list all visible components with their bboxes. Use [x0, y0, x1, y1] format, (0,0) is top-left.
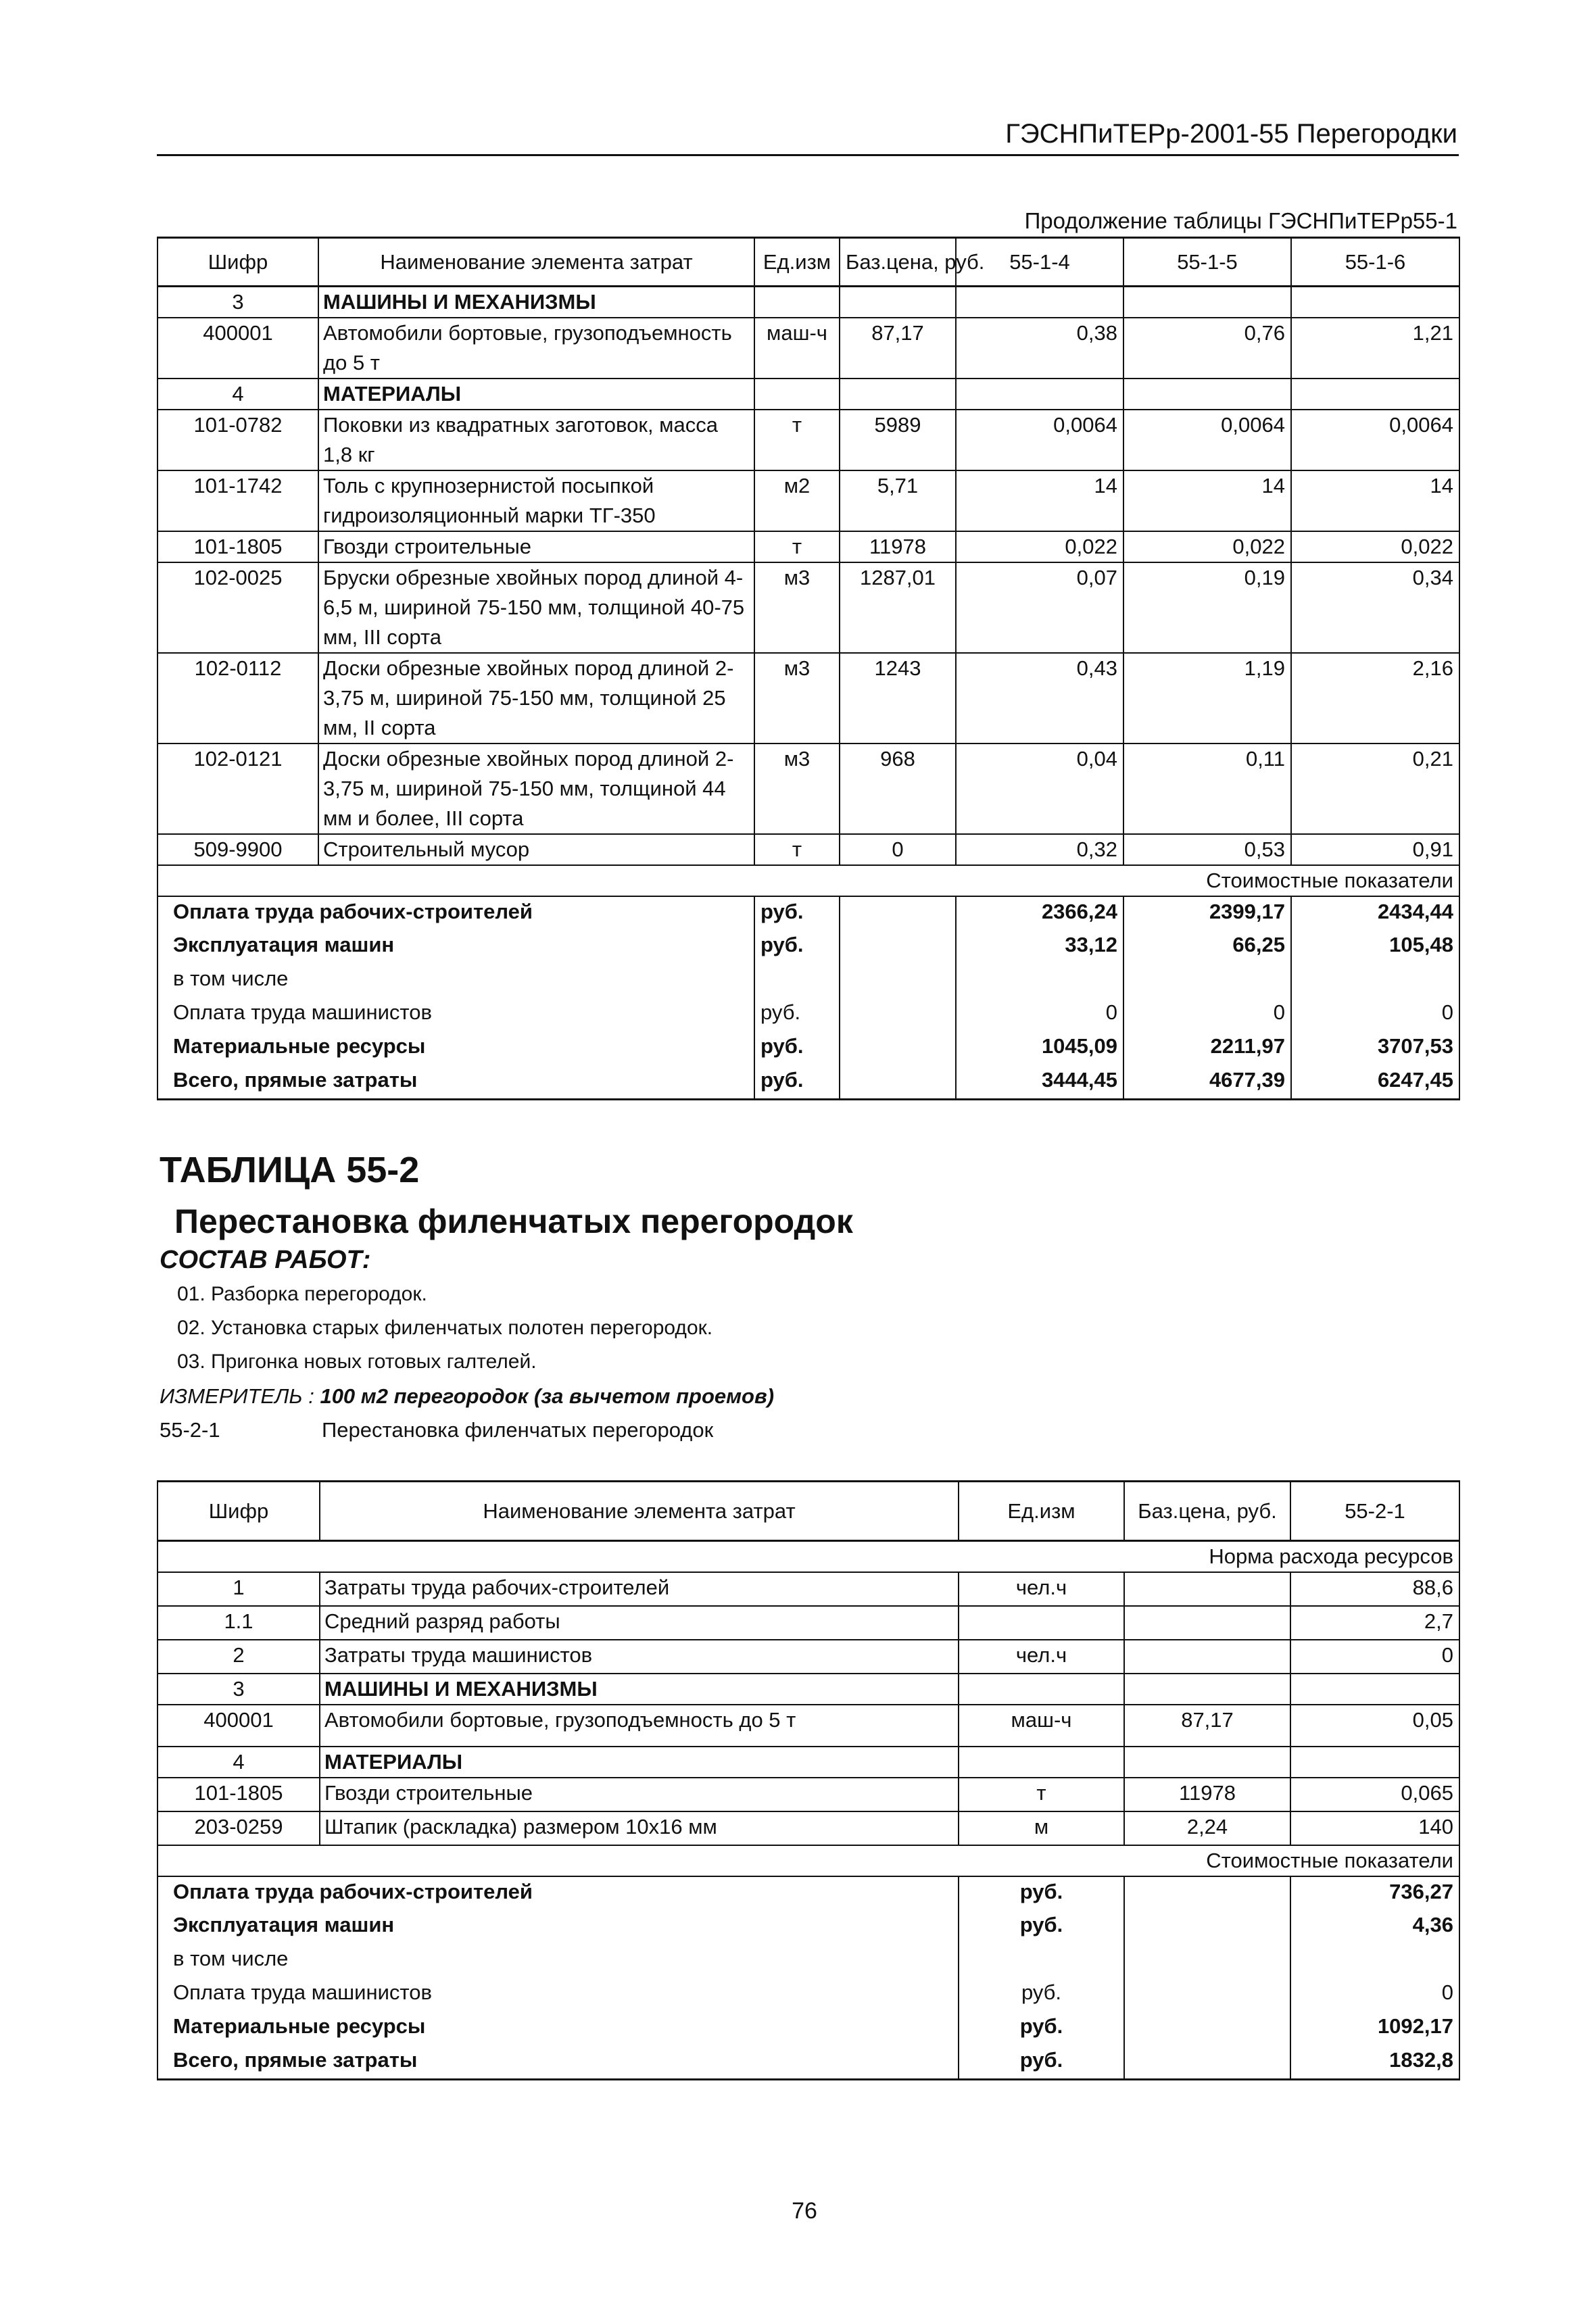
row-unit: чел.ч [959, 1640, 1124, 1674]
row-code: 3 [158, 287, 318, 318]
cost-row [158, 2045, 1459, 2079]
cost-price-empty [840, 1031, 956, 1065]
row-name: Гвозди строительные [320, 1778, 959, 1811]
row-name: МАШИНЫ И МЕХАНИЗМЫ [320, 1674, 959, 1705]
column-header: Наименование элемента затрат [320, 1482, 959, 1541]
row-value: 0,53 [1123, 834, 1291, 865]
row-unit: м [959, 1811, 1124, 1845]
row-name: Толь с крупнозернистой посыпкой гидроизоляционный марки ТГ-350 [318, 470, 754, 531]
row-code: 101-0782 [158, 410, 318, 470]
cost-value: 2399,17 [1123, 896, 1291, 930]
row-unit: м3 [754, 562, 840, 653]
row-value [1123, 379, 1291, 410]
table-row [158, 410, 1459, 470]
cost-value: 1045,09 [956, 1031, 1123, 1065]
row-name: Автомобили бортовые, грузоподъемность до 5 т [320, 1705, 959, 1747]
row-price [840, 379, 956, 410]
cost-unit: руб. [754, 1065, 840, 1099]
row-unit [959, 1747, 1124, 1778]
row-code: 1 [158, 1572, 320, 1606]
section-title: Перестановка филенчатых перегородок [174, 1202, 853, 1240]
cost-row [158, 1031, 1459, 1065]
row-unit [754, 379, 840, 410]
item-name: Перестановка филенчатых перегородок [322, 1418, 714, 1442]
table-row [158, 379, 1459, 410]
cost-price-empty [1124, 1876, 1290, 1910]
work-item: 01. Разборка перегородок. [177, 1283, 427, 1305]
cost-header: Стоимостные показатели [158, 865, 1459, 896]
row-name: Бруски обрезные хвойных пород длиной 4-6,5 м, шириной 75-150 мм, толщиной 40-75 мм, III сорта [318, 562, 754, 653]
cost-value: 0 [1290, 1978, 1459, 2012]
cost-unit: руб. [754, 930, 840, 964]
row-value [1123, 287, 1291, 318]
row-unit: т [754, 410, 840, 470]
row-price: 11978 [1124, 1778, 1290, 1811]
cost-header: Стоимостные показатели [158, 1845, 1459, 1876]
cost-row [158, 1978, 1459, 2012]
row-price [1124, 1747, 1290, 1778]
row-value: 0,21 [1291, 744, 1459, 834]
table-row [158, 1572, 1459, 1606]
work-item: 02. Установка старых филенчатых полотен перегородок. [177, 1317, 713, 1339]
row-price [1124, 1674, 1290, 1705]
row-code: 4 [158, 379, 318, 410]
cost-value: 1832,8 [1290, 2045, 1459, 2079]
cost-value: 736,27 [1290, 1876, 1459, 1910]
row-price [1124, 1640, 1290, 1674]
row-value: 0,91 [1291, 834, 1459, 865]
row-unit: маш-ч [754, 318, 840, 379]
cost-value: 66,25 [1123, 930, 1291, 964]
cost-label: Всего, прямые затраты [158, 1065, 754, 1099]
row-code: 101-1805 [158, 531, 318, 562]
row-value [1291, 379, 1459, 410]
row-name: Штапик (раскладка) размером 10х16 мм [320, 1811, 959, 1845]
row-unit [754, 287, 840, 318]
row-value: 0,07 [956, 562, 1123, 653]
row-value: 0,04 [956, 744, 1123, 834]
item-code: 55-2-1 [160, 1418, 220, 1442]
row-code: 1.1 [158, 1606, 320, 1640]
row-unit: чел.ч [959, 1572, 1124, 1606]
row-code: 4 [158, 1747, 320, 1778]
row-value: 88,6 [1290, 1572, 1459, 1606]
norm-header: Норма расхода ресурсов [158, 1541, 1459, 1573]
cost-value: 0 [1291, 998, 1459, 1031]
row-value: 0,022 [956, 531, 1123, 562]
cost-label: в том числе [158, 964, 754, 998]
works-heading: СОСТАВ РАБОТ: [160, 1246, 371, 1274]
row-code: 101-1805 [158, 1778, 320, 1811]
row-value [1291, 287, 1459, 318]
table-row [158, 1640, 1459, 1674]
row-value [956, 379, 1123, 410]
row-name: МАТЕРИАЛЫ [318, 379, 754, 410]
cost-label: Оплата труда рабочих-строителей [158, 1876, 959, 1910]
table-number-title: ТАБЛИЦА 55-2 [160, 1150, 420, 1190]
table-row [158, 1778, 1459, 1811]
cost-label: в том числе [158, 1944, 959, 1978]
row-unit: м3 [754, 653, 840, 744]
cost-label: Эксплуатация машин [158, 930, 754, 964]
row-value: 0,76 [1123, 318, 1291, 379]
cost-value: 3444,45 [956, 1065, 1123, 1099]
table-row [158, 1606, 1459, 1640]
cost-row [158, 1876, 1459, 1910]
document-header-title: ГЭСНПиТЕРр-2001-55 Перегородки [1005, 119, 1457, 149]
cost-value [1123, 964, 1291, 998]
row-value: 2,7 [1290, 1606, 1459, 1640]
column-header: 55-1-5 [1123, 238, 1291, 287]
row-value: 14 [1291, 470, 1459, 531]
cost-value: 4677,39 [1123, 1065, 1291, 1099]
row-value: 1,21 [1291, 318, 1459, 379]
row-price [840, 287, 956, 318]
row-name: Доски обрезные хвойных пород длиной 2-3,75 м, шириной 75-150 мм, толщиной 25 мм, II сорта [318, 653, 754, 744]
row-price: 5,71 [840, 470, 956, 531]
row-name: Затраты труда машинистов [320, 1640, 959, 1674]
table-row [158, 1674, 1459, 1705]
cost-row [158, 998, 1459, 1031]
resource-table-1 [157, 237, 1460, 1100]
cost-price-empty [840, 998, 956, 1031]
row-value: 0,0064 [956, 410, 1123, 470]
row-value [1290, 1747, 1459, 1778]
row-code: 203-0259 [158, 1811, 320, 1845]
header-row [158, 238, 1459, 287]
row-price: 1287,01 [840, 562, 956, 653]
row-price: 2,24 [1124, 1811, 1290, 1845]
row-value: 0,19 [1123, 562, 1291, 653]
cost-value [956, 964, 1123, 998]
cost-value: 1092,17 [1290, 2012, 1459, 2045]
cost-price-empty [840, 1065, 956, 1099]
column-header: Ед.изм [754, 238, 840, 287]
cost-row [158, 1910, 1459, 1944]
cost-row [158, 930, 1459, 964]
cost-price-empty [1124, 2012, 1290, 2045]
row-price: 1243 [840, 653, 956, 744]
row-value: 0,34 [1291, 562, 1459, 653]
table-row [158, 470, 1459, 531]
row-price: 0 [840, 834, 956, 865]
cost-label: Материальные ресурсы [158, 1031, 754, 1065]
row-value [1290, 1674, 1459, 1705]
row-price: 87,17 [840, 318, 956, 379]
row-value: 0,0064 [1123, 410, 1291, 470]
column-header: Ед.изм [959, 1482, 1124, 1541]
row-unit: т [754, 834, 840, 865]
row-value: 0,022 [1291, 531, 1459, 562]
cost-value: 6247,45 [1291, 1065, 1459, 1099]
cost-unit: руб. [959, 2012, 1124, 2045]
row-value: 140 [1290, 1811, 1459, 1845]
row-unit [959, 1674, 1124, 1705]
row-price: 968 [840, 744, 956, 834]
cost-value: 3707,53 [1291, 1031, 1459, 1065]
row-code: 2 [158, 1640, 320, 1674]
row-value: 0,11 [1123, 744, 1291, 834]
row-name: Гвозди строительные [318, 531, 754, 562]
row-value: 0,022 [1123, 531, 1291, 562]
row-name: Строительный мусор [318, 834, 754, 865]
column-header: Шифр [158, 1482, 320, 1541]
cost-unit: руб. [959, 2045, 1124, 2079]
cost-row [158, 964, 1459, 998]
cost-value: 0 [956, 998, 1123, 1031]
row-name: Средний разряд работы [320, 1606, 959, 1640]
cost-unit: руб. [754, 998, 840, 1031]
cost-unit [754, 964, 840, 998]
table-row [158, 1747, 1459, 1778]
table1-continuation-note: Продолжение таблицы ГЭСНПиТЕРр55-1 [1024, 208, 1457, 233]
measure-line [160, 1384, 774, 1409]
norm-header-row [158, 1541, 1459, 1573]
row-value: 14 [956, 470, 1123, 531]
table-row [158, 1811, 1459, 1845]
cost-unit [959, 1944, 1124, 1978]
row-price [1124, 1572, 1290, 1606]
cost-value: 105,48 [1291, 930, 1459, 964]
measure-label: ИЗМЕРИТЕЛЬ : [160, 1384, 314, 1408]
cost-price-empty [840, 930, 956, 964]
cost-value: 33,12 [956, 930, 1123, 964]
cost-row [158, 1944, 1459, 1978]
row-unit: м3 [754, 744, 840, 834]
row-price: 11978 [840, 531, 956, 562]
row-code: 3 [158, 1674, 320, 1705]
table-row [158, 562, 1459, 653]
row-unit: т [959, 1778, 1124, 1811]
cost-row [158, 896, 1459, 930]
row-code: 102-0112 [158, 653, 318, 744]
row-code: 509-9900 [158, 834, 318, 865]
header-rule [157, 154, 1459, 156]
row-value: 14 [1123, 470, 1291, 531]
row-name: Поковки из квадратных заготовок, масса 1,8 кг [318, 410, 754, 470]
cost-row [158, 1065, 1459, 1099]
cost-value: 2211,97 [1123, 1031, 1291, 1065]
cost-price-empty [1124, 1910, 1290, 1944]
column-header: 55-1-6 [1291, 238, 1459, 287]
row-value: 0,065 [1290, 1778, 1459, 1811]
column-header: Наименование элемента затрат [318, 238, 754, 287]
cost-unit: руб. [959, 1876, 1124, 1910]
cost-value: 4,36 [1290, 1910, 1459, 1944]
row-value: 0,05 [1290, 1705, 1459, 1747]
table-row [158, 744, 1459, 834]
row-name: МАТЕРИАЛЫ [320, 1747, 959, 1778]
row-name: Автомобили бортовые, грузоподъемность до 5 т [318, 318, 754, 379]
column-header: 55-2-1 [1290, 1482, 1459, 1541]
cost-price-empty [1124, 2045, 1290, 2079]
header-row [158, 1482, 1459, 1541]
cost-unit: руб. [959, 1978, 1124, 2012]
row-value: 0,38 [956, 318, 1123, 379]
row-code: 400001 [158, 318, 318, 379]
page-number: 76 [792, 2198, 817, 2224]
column-header: Шифр [158, 238, 318, 287]
table-row [158, 834, 1459, 865]
row-price: 87,17 [1124, 1705, 1290, 1747]
column-header: Баз.цена, руб. [1124, 1482, 1290, 1541]
cost-header-row [158, 865, 1459, 896]
cost-label: Всего, прямые затраты [158, 2045, 959, 2079]
column-header: Баз.цена, руб. [840, 238, 956, 287]
row-unit: м2 [754, 470, 840, 531]
row-value: 1,19 [1123, 653, 1291, 744]
cost-price-empty [840, 964, 956, 998]
measure-value: 100 м2 перегородок (за вычетом проемов) [320, 1384, 775, 1408]
cost-value [1290, 1944, 1459, 1978]
cost-label: Оплата труда машинистов [158, 1978, 959, 2012]
row-name: Доски обрезные хвойных пород длиной 2-3,75 м, шириной 75-150 мм, толщиной 44 мм и более, III сорта [318, 744, 754, 834]
row-name: МАШИНЫ И МЕХАНИЗМЫ [318, 287, 754, 318]
table-row [158, 1705, 1459, 1747]
table-row [158, 287, 1459, 318]
resource-table-2 [157, 1480, 1460, 2080]
row-value: 0,32 [956, 834, 1123, 865]
cost-value: 2434,44 [1291, 896, 1459, 930]
row-code: 400001 [158, 1705, 320, 1747]
row-unit: т [754, 531, 840, 562]
cost-value [1291, 964, 1459, 998]
cost-value: 0 [1123, 998, 1291, 1031]
row-unit [959, 1606, 1124, 1640]
row-code: 102-0121 [158, 744, 318, 834]
cost-value: 2366,24 [956, 896, 1123, 930]
cost-row [158, 2012, 1459, 2045]
cost-label: Эксплуатация машин [158, 1910, 959, 1944]
cost-price-empty [1124, 1978, 1290, 2012]
row-code: 101-1742 [158, 470, 318, 531]
row-code: 102-0025 [158, 562, 318, 653]
row-value: 0 [1290, 1640, 1459, 1674]
row-value: 0,0064 [1291, 410, 1459, 470]
row-unit: маш-ч [959, 1705, 1124, 1747]
row-name: Затраты труда рабочих-строителей [320, 1572, 959, 1606]
table-row [158, 653, 1459, 744]
row-price: 5989 [840, 410, 956, 470]
row-value: 2,16 [1291, 653, 1459, 744]
row-price [1124, 1606, 1290, 1640]
cost-price-empty [1124, 1944, 1290, 1978]
cost-label: Материальные ресурсы [158, 2012, 959, 2045]
cost-unit: руб. [754, 1031, 840, 1065]
cost-price-empty [840, 896, 956, 930]
work-item: 03. Пригонка новых готовых галтелей. [177, 1350, 537, 1373]
column-header: 55-1-4 [956, 238, 1123, 287]
table-row [158, 531, 1459, 562]
cost-label: Оплата труда рабочих-строителей [158, 896, 754, 930]
cost-unit: руб. [754, 896, 840, 930]
row-value: 0,43 [956, 653, 1123, 744]
cost-unit: руб. [959, 1910, 1124, 1944]
row-value [956, 287, 1123, 318]
table-row [158, 318, 1459, 379]
cost-header-row [158, 1845, 1459, 1876]
cost-label: Оплата труда машинистов [158, 998, 754, 1031]
